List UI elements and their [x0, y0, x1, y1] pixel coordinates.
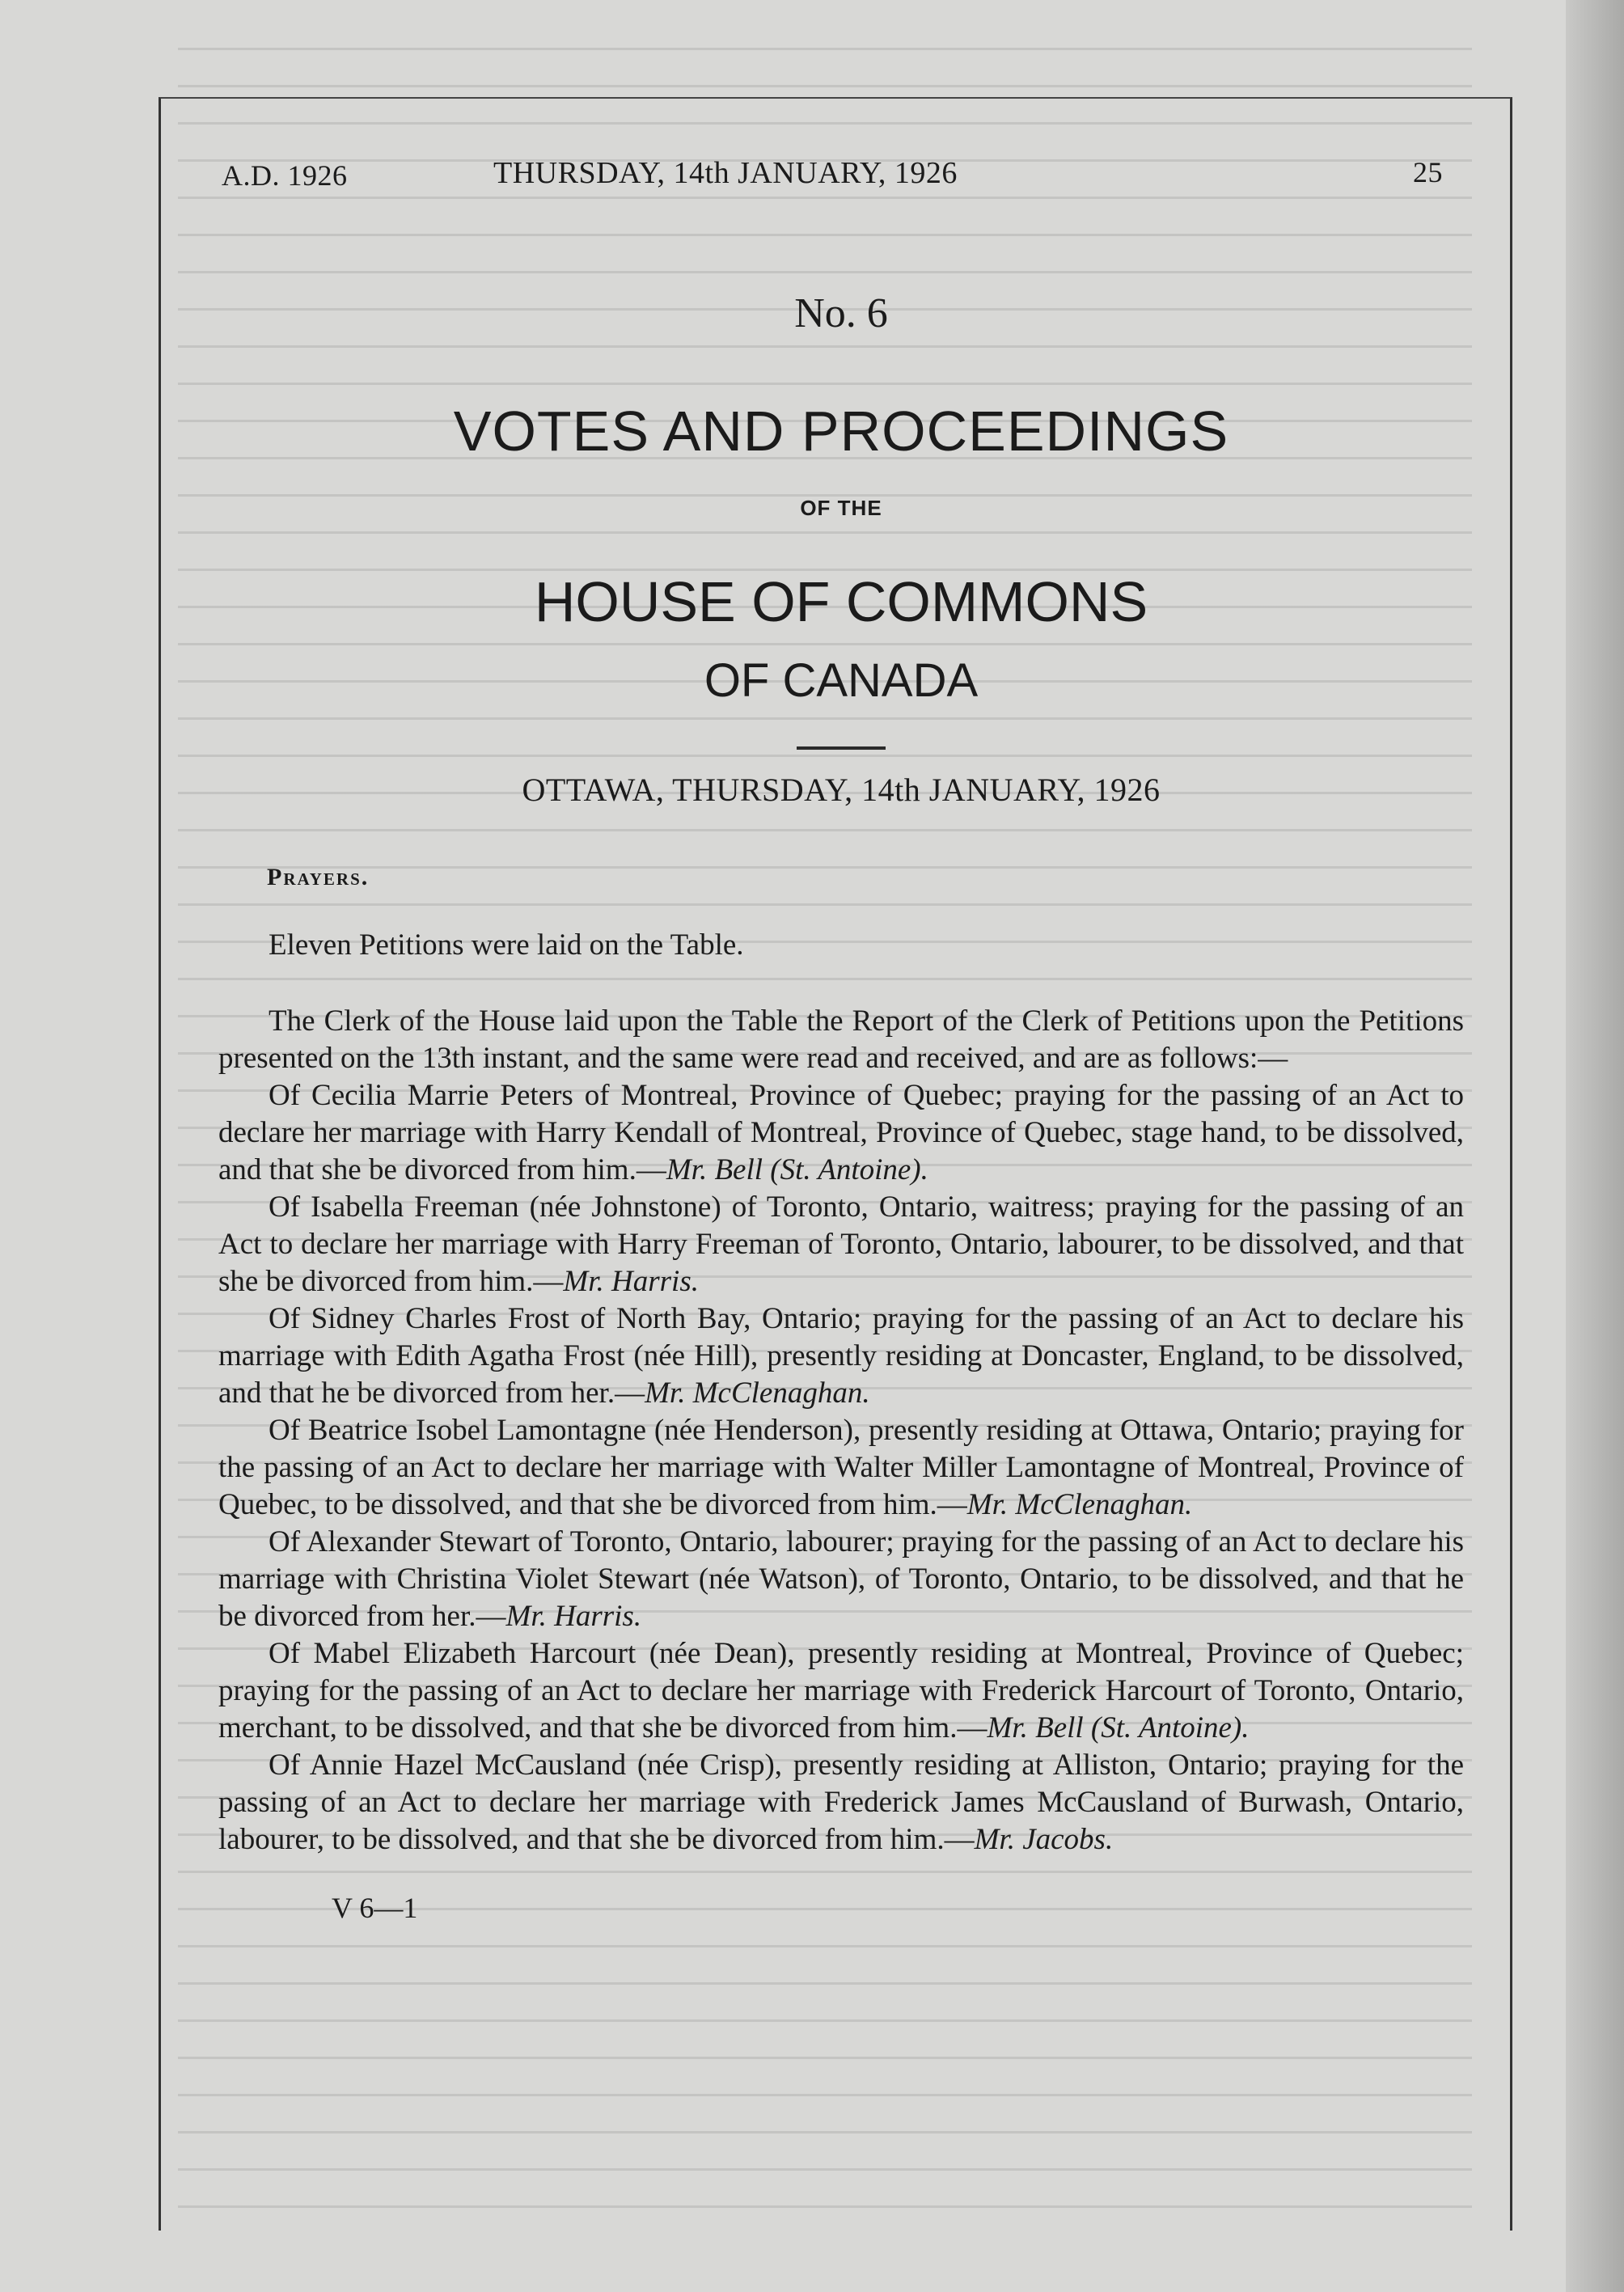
- petition-text: Of Annie Hazel McCausland (née Crisp), presently residing at Alliston, Ontario; praying for the passing of an Act to declare her marriage with Frederick James McCausland of Burwash, Ontario, labourer, to be dissolved, and that she be divorced from him.—: [218, 1749, 1464, 1856]
- petition-member: Mr. Harris.: [505, 1600, 642, 1633]
- title-votes-and-proceedings: VOTES AND PROCEEDINGS: [453, 400, 1229, 463]
- journal-number: No. 6: [794, 290, 888, 336]
- title-rule: [797, 746, 886, 750]
- petition-entry: [218, 1189, 1464, 1300]
- running-head: [218, 146, 1464, 202]
- petition-member: Mr. Jacobs.: [974, 1823, 1114, 1856]
- petition-entry: [218, 1747, 1464, 1859]
- journal-page: [218, 146, 1464, 2216]
- petition-text: Of Sidney Charles Frost of North Bay, Ontario; praying for the passing of an Act to declare his marriage with Edith Agatha Frost (née Hill), presently residing at Doncaster, England, to be dissolved, and that he be divorced from her.—: [218, 1302, 1464, 1410]
- running-head-year: A.D. 1926: [222, 159, 348, 192]
- petitions-laid-paragraph: Eleven Petitions were laid on the Table.: [269, 928, 744, 962]
- petition-member: Mr. McClenaghan.: [966, 1488, 1193, 1521]
- place-and-date: OTTAWA, THURSDAY, 14th JANUARY, 1926: [522, 772, 1161, 808]
- petition-member: Mr. Harris.: [563, 1265, 699, 1298]
- title-house-of-commons: HOUSE OF COMMONS: [534, 570, 1148, 633]
- running-head-date: THURSDAY, 14th JANUARY, 1926: [493, 156, 958, 190]
- petition-entry: [218, 1300, 1464, 1412]
- petition-entry: [218, 1524, 1464, 1635]
- proceedings-body: [218, 859, 1464, 1859]
- petition-entry: [218, 1635, 1464, 1747]
- title-of-the: OF THE: [800, 496, 882, 520]
- petition-text: Of Mabel Elizabeth Harcourt (née Dean), presently residing at Montreal, Province of Quebec; praying for the passing of an Act to declare her marriage with Frederick Harcourt of Toronto, Ontario, merchant, to be dissolved, and that she be divorced from him.—: [218, 1637, 1464, 1744]
- petition-member: Mr. Bell (St. Antoine).: [987, 1711, 1250, 1744]
- petition-member: Mr. McClenaghan.: [645, 1376, 870, 1410]
- petition-text: Of Cecilia Marrie Peters of Montreal, Province of Quebec; praying for the passing of an Act to declare her marriage with Harry Kendall of Montreal, Province of Quebec, stage hand, to be dissolved, and that she be divorced from him.—: [218, 1079, 1464, 1186]
- clerk-report-paragraph: The Clerk of the House laid upon the Table the Report of the Clerk of Petitions upon the Petitions presented on the 13th instant, and the same were read and received, and are as follows:—: [218, 1004, 1464, 1075]
- petition-entry: [218, 1077, 1464, 1189]
- prayers-heading: Prayers.: [267, 864, 370, 890]
- petition-entry: [218, 1412, 1464, 1524]
- petition-text: Of Beatrice Isobel Lamontagne (née Henderson), presently residing at Ottawa, Ontario; praying for the passing of an Act to declare her marriage with Walter Miller Lamontagne of Montreal, Province of Quebec, to be dissolved, and that she be divorced from him.—: [218, 1414, 1464, 1521]
- page-number: 25: [1413, 156, 1443, 188]
- petition-member: Mr. Bell (St. Antoine).: [666, 1153, 928, 1186]
- printer-signature: V 6—1: [332, 1892, 418, 1924]
- title-of-canada: OF CANADA: [704, 654, 979, 707]
- petition-text: Of Isabella Freeman (née Johnstone) of Toronto, Ontario, waitress; praying for the passing of an Act to declare her marriage with Harry Freeman of Toronto, Ontario, labourer, to be dissolved, and that she be divorced from him.—: [218, 1190, 1464, 1298]
- scan-edge: [1566, 0, 1624, 2292]
- petition-text: Of Alexander Stewart of Toronto, Ontario, labourer; praying for the passing of an Act to declare his marriage with Christina Violet Stewart (née Watson), of Toronto, Ontario, to be dissolved, and that he be divorced from her.—: [218, 1525, 1464, 1633]
